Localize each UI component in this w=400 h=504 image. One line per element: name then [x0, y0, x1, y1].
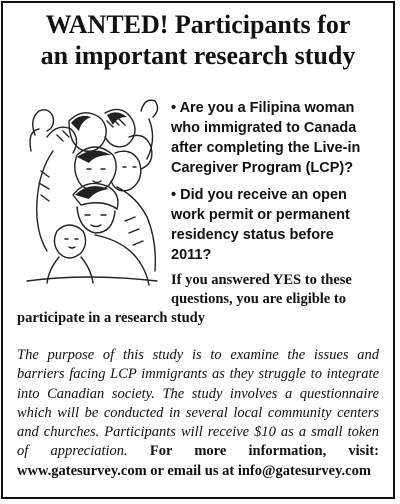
women-group-sketch-icon [17, 91, 167, 287]
title-line-1: WANTED! Participants for [45, 10, 351, 39]
eligibility-statement [17, 271, 379, 328]
page-title [3, 9, 393, 71]
eligibility-line-1: If you answered YES to these [171, 272, 352, 288]
eligibility-line-2: questions, you are eligible to [171, 291, 346, 307]
purpose-text: The purpose of this study is to examine the issues and barriers facing LCP immigrants as they struggle to integrate into Canadian society. The study involves a questionnaire which will be conducted in several local community centers and churches. Participants will receive $10 as a small token of appreciation. [17, 347, 379, 460]
contact-info: For more information, visit: www.gatesurvey.com or email us at info@gatesurvey.com [17, 443, 380, 479]
title-line-2: an important research study [40, 41, 356, 70]
flyer [1, 1, 395, 499]
purpose-paragraph [17, 346, 379, 481]
question-1: • Are you a Filipina woman who immigrated to Canada after completing the Live-in Caregiver Program (LCP)? [171, 100, 361, 176]
eligibility-line-3: participate in a research study [17, 310, 205, 326]
question-2: • Did you receive an open work permit or permanent residency status before 2011? [171, 187, 350, 263]
